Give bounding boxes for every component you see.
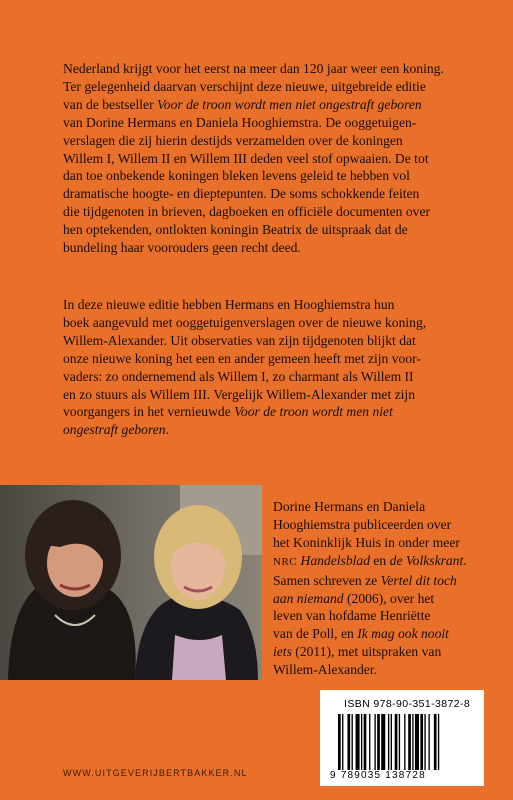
text-line: Dorine Hermans en Daniela bbox=[273, 499, 426, 514]
barcode-bar bbox=[352, 714, 353, 770]
text-fragment: voorgangers in het vernieuwde bbox=[63, 404, 235, 420]
text-line: Willem I, Willem II en Willem III deden veel stof opwaaien. De tot bbox=[63, 150, 429, 166]
text-line: het Koninklijk Huis in onder meer bbox=[273, 534, 460, 550]
text-line: die tijdgenoten in brieven, dagboeken en officiële documenten over bbox=[63, 204, 431, 220]
barcode-bar bbox=[369, 714, 370, 770]
text-fragment: van de Poll, en bbox=[273, 626, 358, 642]
barcode-bar bbox=[364, 714, 367, 770]
text-line: dan toe onbekende koningen bleken levens geleid te hebben vol bbox=[63, 168, 410, 184]
barcode-bar bbox=[347, 714, 350, 770]
author-photo bbox=[0, 485, 262, 680]
second-paragraph bbox=[63, 296, 463, 439]
text-fragment: (2006), over het bbox=[343, 590, 435, 606]
barcode-bar bbox=[388, 714, 389, 770]
text-line: Willem-Alexander. bbox=[273, 662, 378, 678]
newspaper-name: de Volkskrant bbox=[389, 552, 464, 568]
text-line: leven van hofdame Henriëtte bbox=[273, 608, 431, 624]
text-line: verslagen die zij hierin destijds verzamelden over de koningen bbox=[63, 132, 403, 148]
text-line: van Dorine Hermans en Daniela Hooghiemstra. De ooggetuigen- bbox=[63, 114, 417, 130]
book-title: ongestraft geboren bbox=[63, 422, 166, 438]
barcode-bar bbox=[361, 714, 362, 770]
text-line bbox=[63, 421, 463, 439]
text-line bbox=[63, 96, 463, 114]
barcode-bar bbox=[342, 714, 343, 770]
barcode-bar bbox=[412, 714, 413, 770]
text-line: boek aangevuld met ooggetuigenverslagen over de nieuwe koning, bbox=[63, 314, 427, 330]
barcode-bar bbox=[404, 714, 405, 770]
text-fragment: Samen schreven ze bbox=[273, 572, 381, 588]
text-line bbox=[63, 403, 463, 421]
barcode-bar bbox=[356, 714, 360, 770]
barcode-bar bbox=[391, 714, 392, 770]
text-line bbox=[273, 552, 473, 572]
text-line: Ter gelegenheid daarvan verschijnt deze nieuwe, uitgebreide editie bbox=[63, 78, 426, 94]
text-line: en zo stuurs als Willem III. Vergelijk Willem-Alexander met zijn bbox=[63, 386, 416, 402]
text-fragment: en bbox=[370, 552, 390, 568]
text-line: Willem-Alexander. Uit observaties van zijn tijdgenoten blijkt dat bbox=[63, 332, 416, 348]
text-line: bundeling haar voorouders geen recht deed. bbox=[63, 240, 301, 256]
barcode-digits: 9 789035 138728 bbox=[330, 770, 426, 781]
text-line: vaders: zo ondernemend als Willem I, zo charmant als Willem II bbox=[63, 368, 414, 384]
text-line bbox=[273, 643, 473, 661]
text-line bbox=[273, 590, 473, 608]
text-fragment: . bbox=[463, 552, 467, 568]
publisher-website[interactable]: WWW.UITGEVERIJBERTBAKKER.NL bbox=[63, 768, 248, 778]
text-line: Hooghiemstra publiceerden over bbox=[273, 516, 452, 532]
author-bio bbox=[273, 498, 473, 679]
barcode-bar bbox=[399, 714, 400, 770]
barcode-bar bbox=[408, 714, 411, 770]
isbn-label: ISBN 978-90-351-3872-8 bbox=[344, 698, 471, 710]
author-photo-illustration bbox=[0, 485, 262, 680]
barcode-bar bbox=[377, 714, 380, 770]
text-line bbox=[273, 625, 473, 643]
text-line bbox=[273, 572, 473, 590]
barcode-bar bbox=[415, 714, 419, 770]
book-title: Ik mag ook nooit bbox=[357, 626, 449, 642]
text-fragment: (2011), met uitspraken van bbox=[291, 644, 442, 660]
isbn-barcode-box bbox=[320, 690, 484, 786]
barcode-bar bbox=[438, 714, 439, 770]
newspaper-abbrev: NRC bbox=[273, 555, 298, 568]
book-title: aan niemand bbox=[273, 590, 344, 606]
barcode-icon bbox=[334, 714, 474, 770]
barcode-bar bbox=[395, 714, 398, 770]
text-line: onze nieuwe koning het een en ander gemeen heeft met zijn voor- bbox=[63, 350, 421, 366]
barcode-bar bbox=[420, 714, 423, 770]
intro-paragraph bbox=[63, 60, 463, 257]
text-line: hen optekenden, ontlokten koningin Beatrix de uitspraak dat de bbox=[63, 222, 408, 238]
barcode-bar bbox=[424, 714, 425, 770]
barcode-bar bbox=[381, 714, 385, 770]
text-fragment: . bbox=[165, 422, 169, 438]
book-title: iets bbox=[273, 644, 292, 660]
book-title: Voor de troon wordt men niet bbox=[234, 404, 393, 420]
newspaper-name: Handelsblad bbox=[297, 552, 370, 568]
barcode-bar bbox=[338, 714, 341, 770]
text-line: In deze nieuwe editie hebben Hermans en Hooghiemstra hun bbox=[63, 297, 395, 312]
book-title: Voor de troon wordt men niet ongestraft geboren bbox=[157, 96, 422, 112]
text-fragment: van de bestseller bbox=[63, 96, 157, 112]
barcode-bar bbox=[434, 714, 437, 770]
barcode-bar bbox=[374, 714, 375, 770]
text-line: Nederland krijgt voor het eerst na meer dan 120 jaar weer een koning. bbox=[63, 61, 444, 76]
text-line: dramatische hoogte- en dieptepunten. De soms schokkende feiten bbox=[63, 186, 420, 202]
book-title: Vertel dit toch bbox=[380, 572, 457, 588]
barcode-bar bbox=[428, 714, 429, 770]
